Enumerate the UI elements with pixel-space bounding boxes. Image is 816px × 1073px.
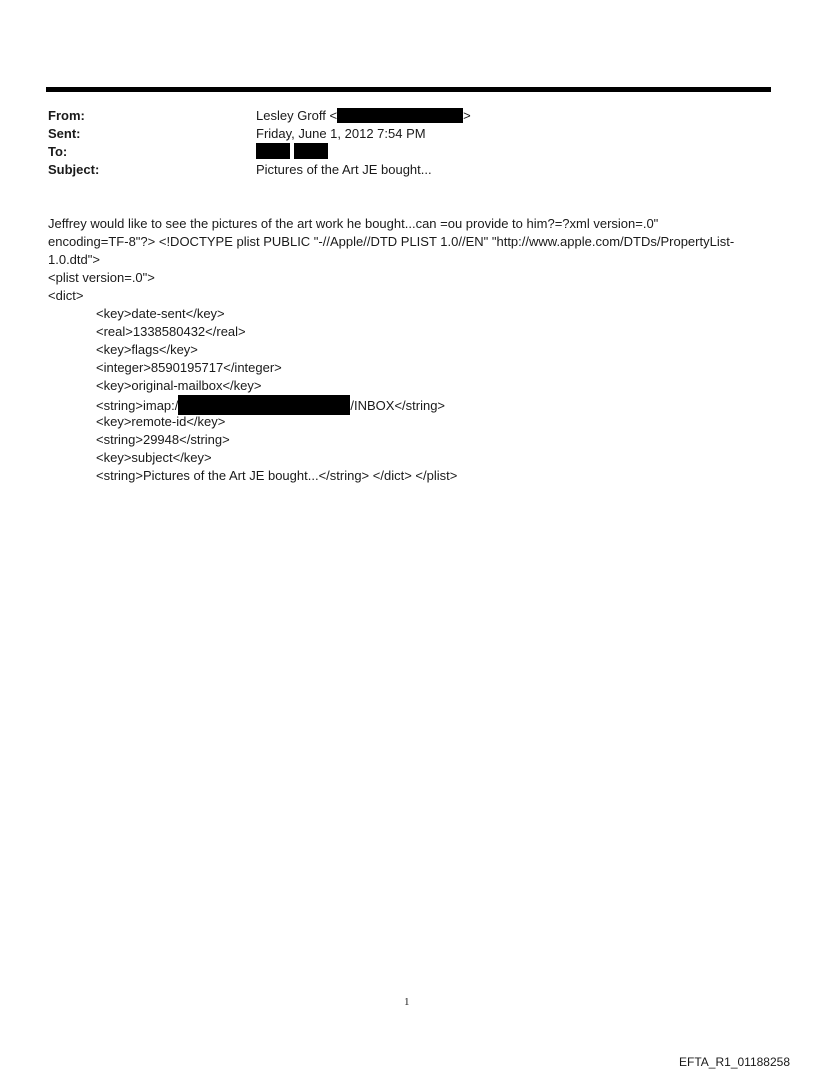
to-value xyxy=(256,143,328,161)
page-number: 1 xyxy=(404,996,410,1008)
sent-value: Friday, June 1, 2012 7:54 PM xyxy=(256,126,426,141)
plist-line: <real>1338580432</real> xyxy=(96,324,246,339)
bates-number: EFTA_R1_01188258 xyxy=(679,1055,790,1069)
imap-prefix: <string>imap:/ xyxy=(96,398,179,413)
plist-line: <key>flags</key> xyxy=(96,342,198,357)
plist-line: <string>29948</string> xyxy=(96,432,230,447)
from-name: Lesley Groff < xyxy=(256,108,338,123)
body-line: encoding=TF-8"?> <!DOCTYPE plist PUBLIC "-//Apple//DTD PLIST 1.0//EN" "http://www.apple.com/DTDs/PropertyList- xyxy=(48,234,735,249)
redaction-block xyxy=(337,108,463,123)
subject-label: Subject: xyxy=(48,162,100,177)
plist-imap-line xyxy=(96,395,445,415)
from-close: > xyxy=(463,108,471,123)
redaction-block xyxy=(178,395,350,415)
imap-suffix: /INBOX</string> xyxy=(350,398,446,413)
plist-line: <string>Pictures of the Art JE bought...</string> </dict> </plist> xyxy=(96,468,458,483)
body-line: 1.0.dtd"> xyxy=(48,252,100,267)
header-rule xyxy=(46,87,771,92)
plist-line: <key>date-sent</key> xyxy=(96,306,225,321)
redaction-block xyxy=(294,143,328,159)
plist-line: <key>original-mailbox</key> xyxy=(96,378,262,393)
to-label: To: xyxy=(48,144,68,159)
subject-value: Pictures of the Art JE bought... xyxy=(256,162,432,177)
body-line: <plist version=.0"> xyxy=(48,270,155,285)
redaction-block xyxy=(256,143,290,159)
plist-line: <integer>8590195717</integer> xyxy=(96,360,282,375)
from-value xyxy=(256,107,471,125)
plist-line: <key>remote-id</key> xyxy=(96,414,226,429)
body-line: <dict> xyxy=(48,288,84,303)
body-line: Jeffrey would like to see the pictures of the art work he bought...can =ou provide to him?=?xml version=.0" xyxy=(48,216,659,231)
plist-line: <key>subject</key> xyxy=(96,450,212,465)
sent-label: Sent: xyxy=(48,126,81,141)
from-label: From: xyxy=(48,108,85,123)
